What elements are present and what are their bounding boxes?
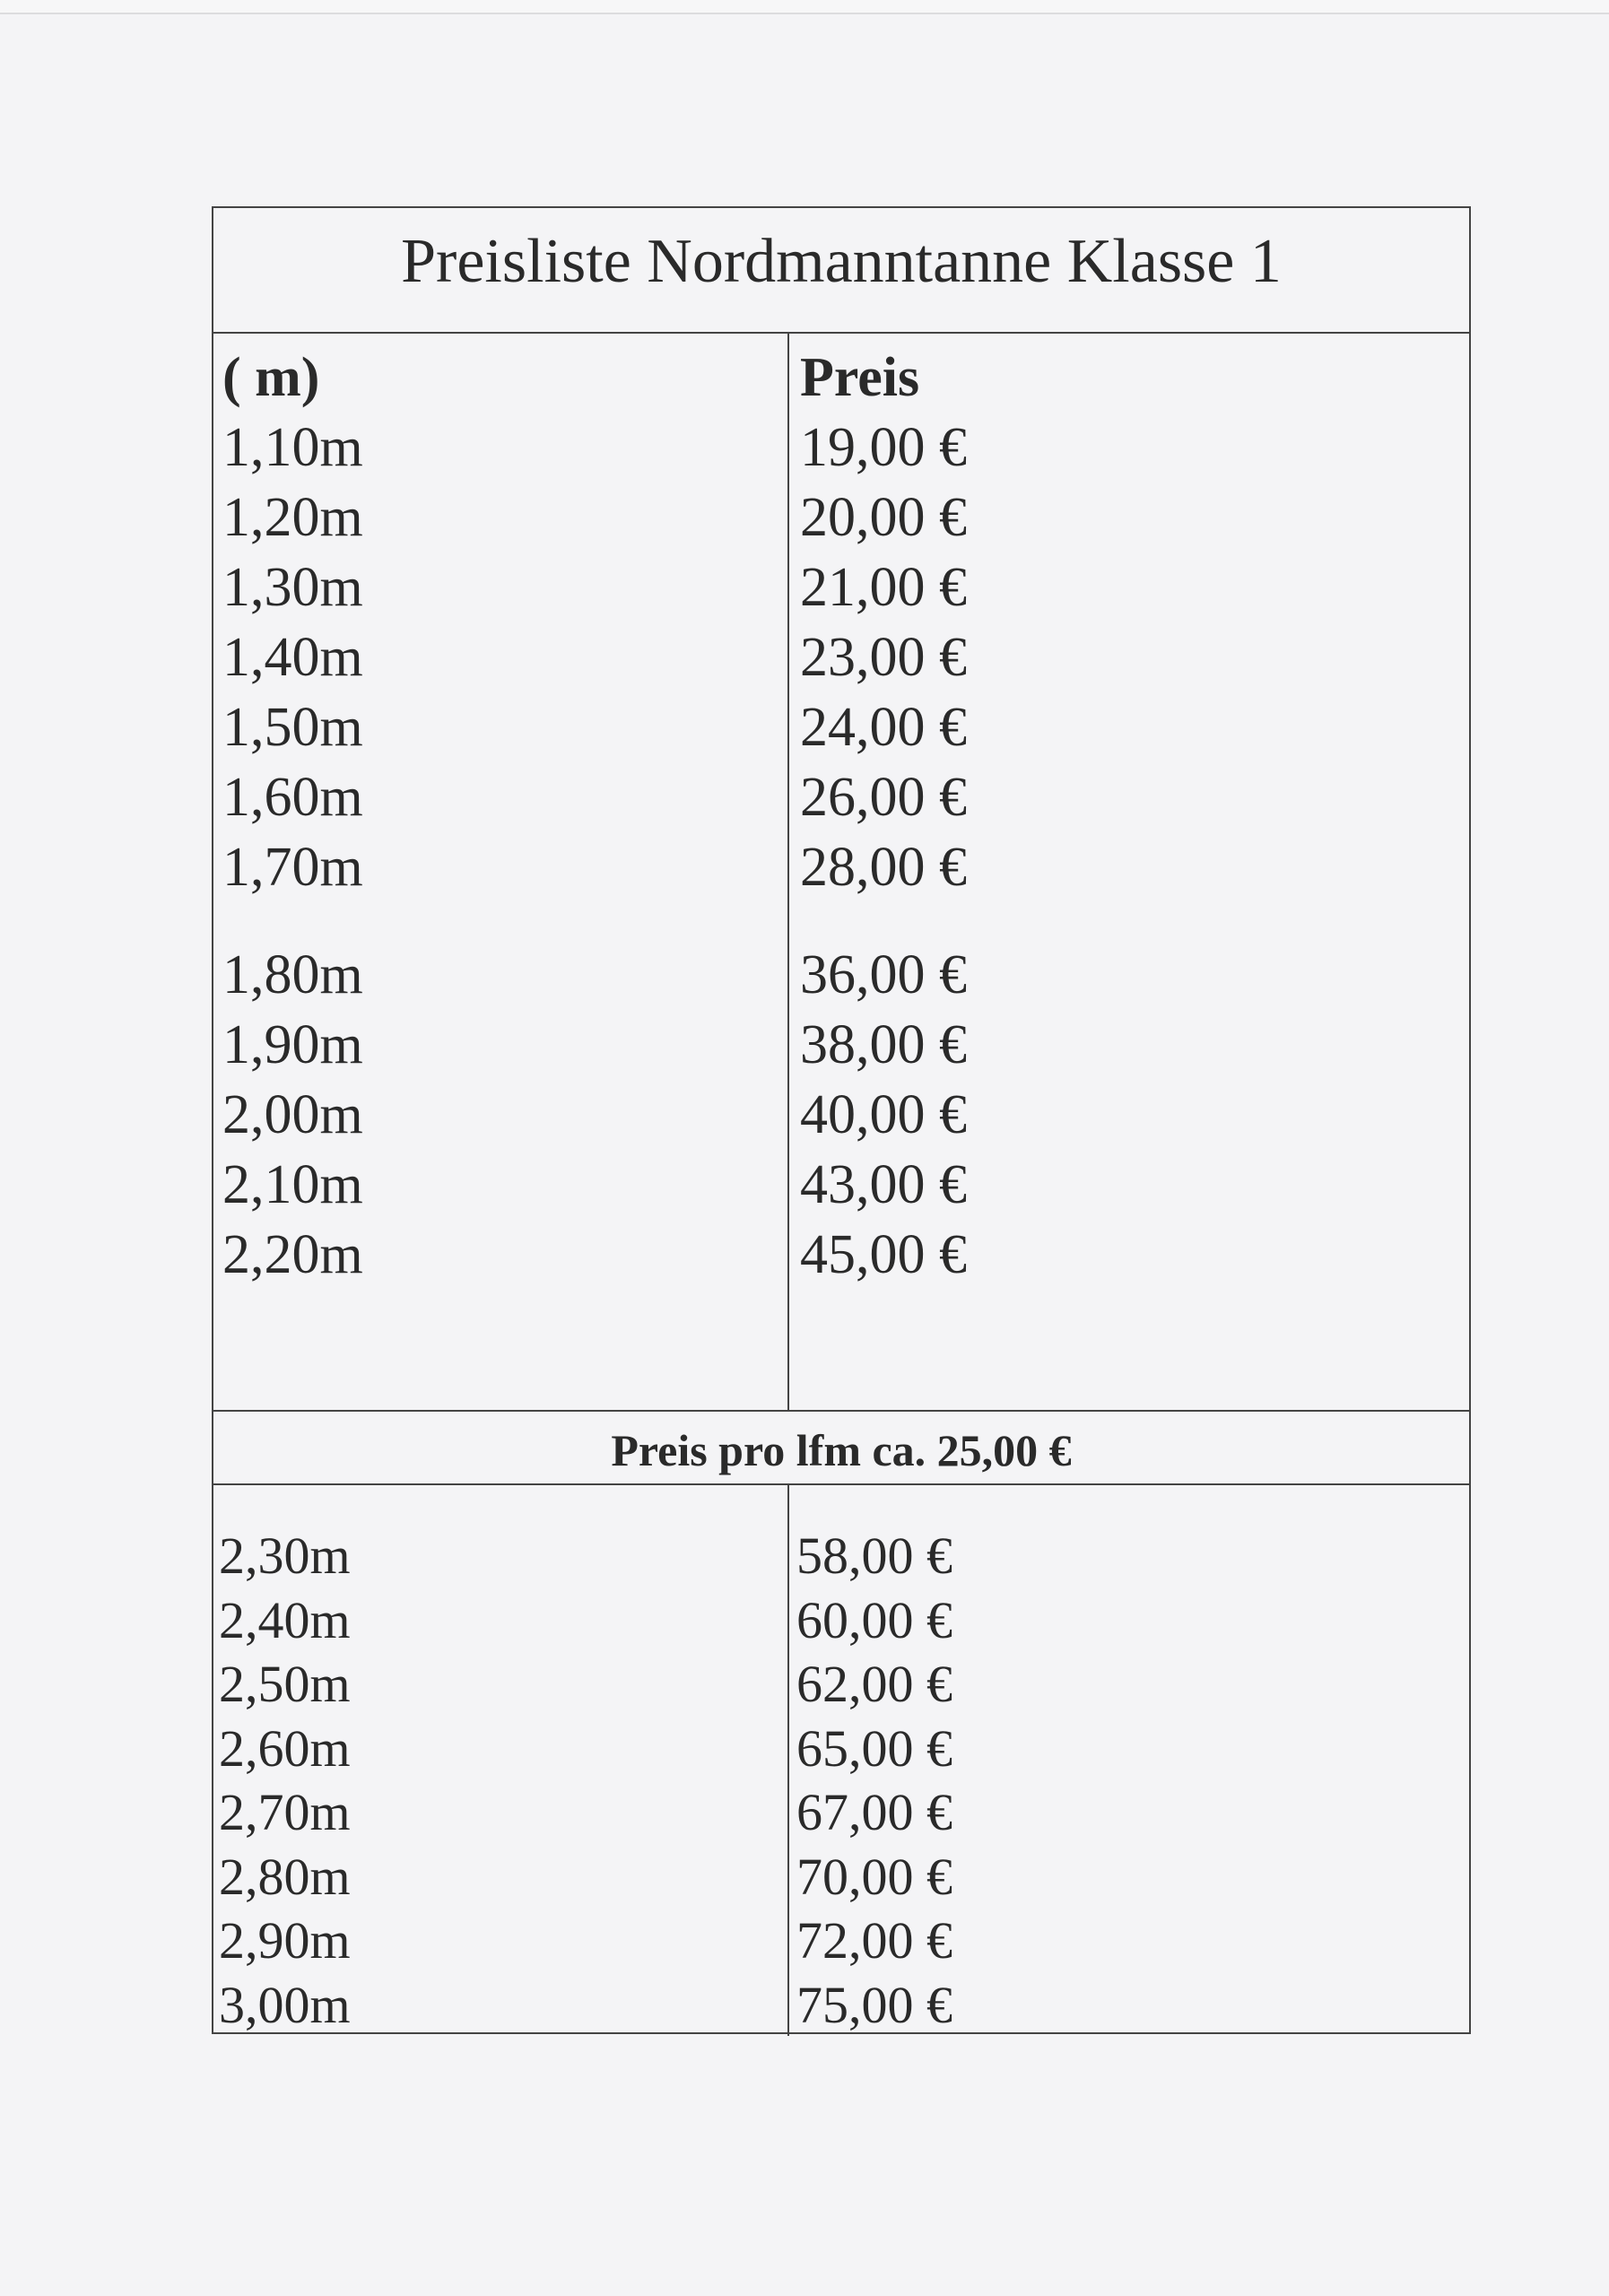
height-cell: 1,20m: [222, 487, 363, 548]
height-cell: 2,30m: [219, 1526, 351, 1585]
price-cell: 24,00 €: [800, 697, 967, 758]
height-cell: 1,30m: [222, 557, 363, 618]
price-cell: 20,00 €: [800, 487, 967, 548]
price-cell: 28,00 €: [800, 837, 967, 898]
price-cell: 26,00 €: [800, 767, 967, 828]
page-title: Preisliste Nordmanntanne Klasse 1: [401, 227, 1282, 296]
title-cell: [213, 208, 1469, 334]
height-column-header: ( m): [222, 347, 320, 408]
height-cell: 3,00m: [219, 1976, 351, 2034]
price-cell: 43,00 €: [800, 1154, 967, 1215]
price-cell: 60,00 €: [796, 1591, 952, 1649]
height-cell: 2,50m: [219, 1655, 351, 1713]
height-cell: 2,00m: [222, 1084, 363, 1145]
height-cell: 1,60m: [222, 767, 363, 828]
height-cell: 1,70m: [222, 837, 363, 898]
price-cell: 62,00 €: [796, 1655, 952, 1713]
price-cell: 67,00 €: [796, 1783, 952, 1841]
height-cell: 2,80m: [219, 1848, 351, 1906]
price-list-table: [212, 206, 1471, 2034]
price-cell: 45,00 €: [800, 1224, 967, 1285]
price-cell: 38,00 €: [800, 1014, 967, 1075]
per-meter-band: [213, 1410, 1469, 1485]
height-cell: 1,80m: [222, 944, 363, 1005]
height-cell: 2,70m: [219, 1783, 351, 1841]
scan-edge: [0, 0, 1609, 14]
per-meter-note: Preis pro lfm ca. 25,00 €: [611, 1425, 1072, 1475]
price-cell: 70,00 €: [796, 1848, 952, 1906]
height-cell: 1,40m: [222, 627, 363, 688]
height-cell: 2,20m: [222, 1224, 363, 1285]
price-column-header: Preis: [800, 347, 920, 408]
height-cell: 1,50m: [222, 697, 363, 758]
price-cell: 40,00 €: [800, 1084, 967, 1145]
price-cell: 75,00 €: [796, 1976, 952, 2034]
price-cell: 19,00 €: [800, 417, 967, 478]
column-divider-lower: [787, 1485, 789, 2036]
height-cell: 2,40m: [219, 1591, 351, 1649]
price-cell: 72,00 €: [796, 1911, 952, 1970]
price-cell: 36,00 €: [800, 944, 967, 1005]
price-cell: 23,00 €: [800, 627, 967, 688]
height-cell: 1,90m: [222, 1014, 363, 1075]
height-cell: 1,10m: [222, 417, 363, 478]
column-divider-upper: [787, 334, 789, 1410]
height-cell: 2,90m: [219, 1911, 351, 1970]
height-cell: 2,60m: [219, 1719, 351, 1778]
height-cell: 2,10m: [222, 1154, 363, 1215]
price-cell: 65,00 €: [796, 1719, 952, 1778]
price-cell: 21,00 €: [800, 557, 967, 618]
price-cell: 58,00 €: [796, 1526, 952, 1585]
